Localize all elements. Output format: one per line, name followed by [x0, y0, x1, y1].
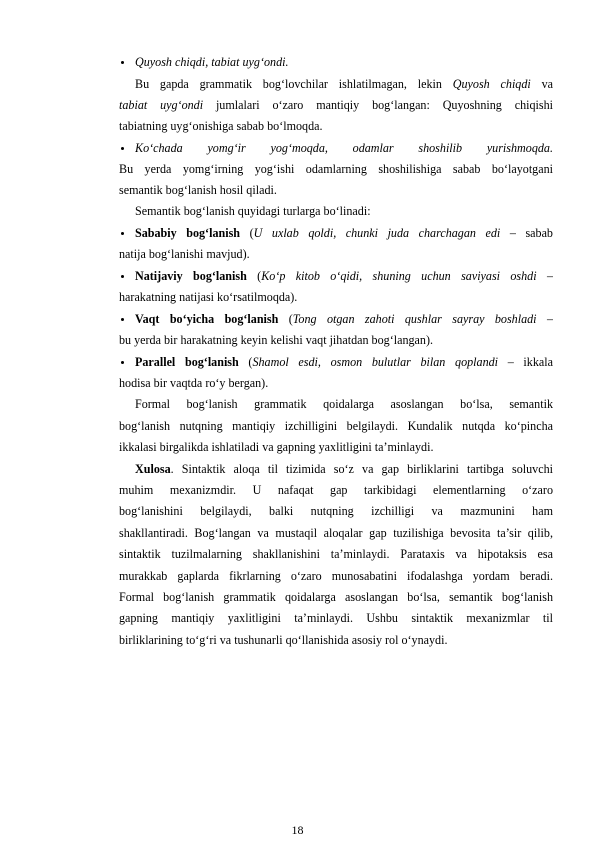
text-line: [119, 247, 553, 262]
text-segment: harakatning natijasi ko‘rsatilmoqda).: [119, 290, 298, 304]
text-line: [135, 204, 553, 219]
text-segment: tabiatning uyg‘onishiga sabab bo‘lmoqda.: [119, 119, 323, 133]
text-segment: Bu yerda yomg‘irning yog‘ishi odamlarning shoshilishiga sabab bo‘layotgani: [119, 162, 553, 176]
italic-text: Tong otgan zahoti qushlar sayray boshladi: [292, 312, 537, 326]
text-line: [135, 55, 553, 70]
bullet-icon: [121, 318, 124, 321]
bullet-icon: [121, 232, 124, 235]
text-segment: ikkalasi birgalikda ishlatiladi va gapning yaxlitligini ta’minlaydi.: [119, 440, 434, 454]
text-line: [119, 611, 553, 626]
bold-text: Natijaviy bog‘lanish: [135, 269, 247, 283]
text-line: [119, 162, 553, 177]
bullet-icon: [121, 61, 124, 64]
italic-text: Ko‘p kitob o‘qidi, shuning uchun saviyasi oshdi: [261, 269, 537, 283]
bullet-icon: [121, 275, 124, 278]
text-segment: birliklarining to‘g‘ri va tushunarli qo‘llanishida asosiy rol o‘ynaydi.: [119, 633, 448, 647]
italic-text: Ko‘chada yomg‘ir yog‘moqda, odamlar shoshilib yurishmoqda.: [135, 141, 553, 155]
text-segment: Semantik bog‘lanish quyidagi turlarga bo‘linadi:: [135, 204, 371, 218]
text-line: [135, 269, 553, 284]
bullet-icon: [121, 147, 124, 150]
page-number: 18: [291, 823, 304, 837]
text-segment: (: [238, 355, 253, 369]
text-segment: (: [246, 269, 262, 283]
text-line: [135, 226, 553, 241]
text-segment: –: [536, 269, 553, 283]
text-line: [119, 547, 553, 562]
italic-text: Shamol esdi, osmon bulutlar bilan qoplandi: [252, 355, 499, 369]
text-segment: semantik bog‘lanish hosil qiladi.: [119, 183, 277, 197]
text-segment: murakkab gaplarda fikrlarning o‘zaro munosabatini ifodalashga yordam beradi.: [119, 569, 553, 583]
bold-text: Parallel bog‘lanish: [135, 355, 239, 369]
text-line: [119, 290, 553, 305]
text-segment: –: [536, 312, 553, 326]
text-segment: (: [278, 312, 293, 326]
text-segment: Formal bog‘lanish grammatik qoidalarga asoslangan bo‘lsa, semantik bog‘lanish: [119, 590, 553, 604]
text-line: [119, 590, 553, 605]
text-line: [135, 77, 553, 92]
text-segment: natija bog‘lanishi mavjud).: [119, 247, 250, 261]
text-line: [119, 483, 553, 498]
text-segment: jumlalari o‘zaro mantiqiy bog‘langan: Quyoshning chiqishi: [203, 98, 553, 112]
text-segment: . Sintaktik aloqa til tizimida so‘z va gap birliklarini tartibga soluvchi: [170, 462, 553, 476]
text-segment: bog‘lanish nutqning mantiqiy izchilligini belgilaydi. Kundalik nutqda ko‘pincha: [119, 419, 553, 433]
text-line: [119, 440, 553, 455]
text-line: [119, 526, 553, 541]
text-segment: sintaktik tuzilmalarning shakllanishini ta’minlaydi. Parataxis va hipotaksis esa: [119, 547, 553, 561]
italic-text: tabiat uyg‘ondi: [119, 98, 204, 112]
text-line: [119, 183, 553, 198]
bold-text: Vaqt bo‘yicha bog‘lanish: [135, 312, 279, 326]
text-line: [135, 312, 553, 327]
text-segment: bu yerda bir harakatning keyin kelishi vaqt jihatdan bog‘langan).: [119, 333, 434, 347]
text-segment: bog‘lanishini belgilaydi, balki nutqning izchilligi va mazmunini ham: [119, 504, 553, 518]
text-segment: – ikkala: [498, 355, 553, 369]
text-line: [119, 119, 553, 134]
text-segment: – sabab: [500, 226, 553, 240]
text-segment: (: [240, 226, 254, 240]
text-line: [119, 569, 553, 584]
italic-text: Quyosh chiqdi, tabiat uyg‘ondi.: [135, 55, 289, 69]
text-segment: va: [530, 77, 553, 91]
text-segment: muhim mexanizmdir. U nafaqat gap tarkibidagi elementlarning o‘zaro: [119, 483, 553, 497]
text-segment: hodisa bir vaqtda ro‘y bergan).: [119, 376, 269, 390]
text-line: [135, 462, 553, 477]
text-segment: shakllantiradi. Bog‘langan va mustaqil aloqalar gap tuzilishiga bevosita ta’sir qilib,: [119, 526, 553, 540]
bold-text: Xulosa: [135, 462, 171, 476]
text-line: [135, 397, 553, 412]
bullet-icon: [121, 361, 124, 364]
text-line: [119, 98, 553, 113]
text-line: [119, 419, 553, 434]
text-line: [135, 141, 553, 156]
text-line: [119, 504, 553, 519]
text-line: [119, 633, 553, 648]
bold-text: Sababiy bog‘lanish: [135, 226, 241, 240]
text-segment: Formal bog‘lanish grammatik qoidalarga asoslangan bo‘lsa, semantik: [135, 397, 553, 411]
italic-text: Quyosh chiqdi: [452, 77, 531, 91]
text-line: [119, 333, 553, 348]
text-segment: Bu gapda grammatik bog‘lovchilar ishlatilmagan, lekin: [135, 77, 453, 91]
text-line: [135, 355, 553, 370]
text-segment: gapning mantiqiy yaxlitligini ta’minlaydi. Ushbu sintaktik mexanizmlar til: [119, 611, 553, 625]
italic-text: U uxlab qoldi, chunki juda charchagan edi: [253, 226, 501, 240]
text-line: [119, 376, 553, 391]
